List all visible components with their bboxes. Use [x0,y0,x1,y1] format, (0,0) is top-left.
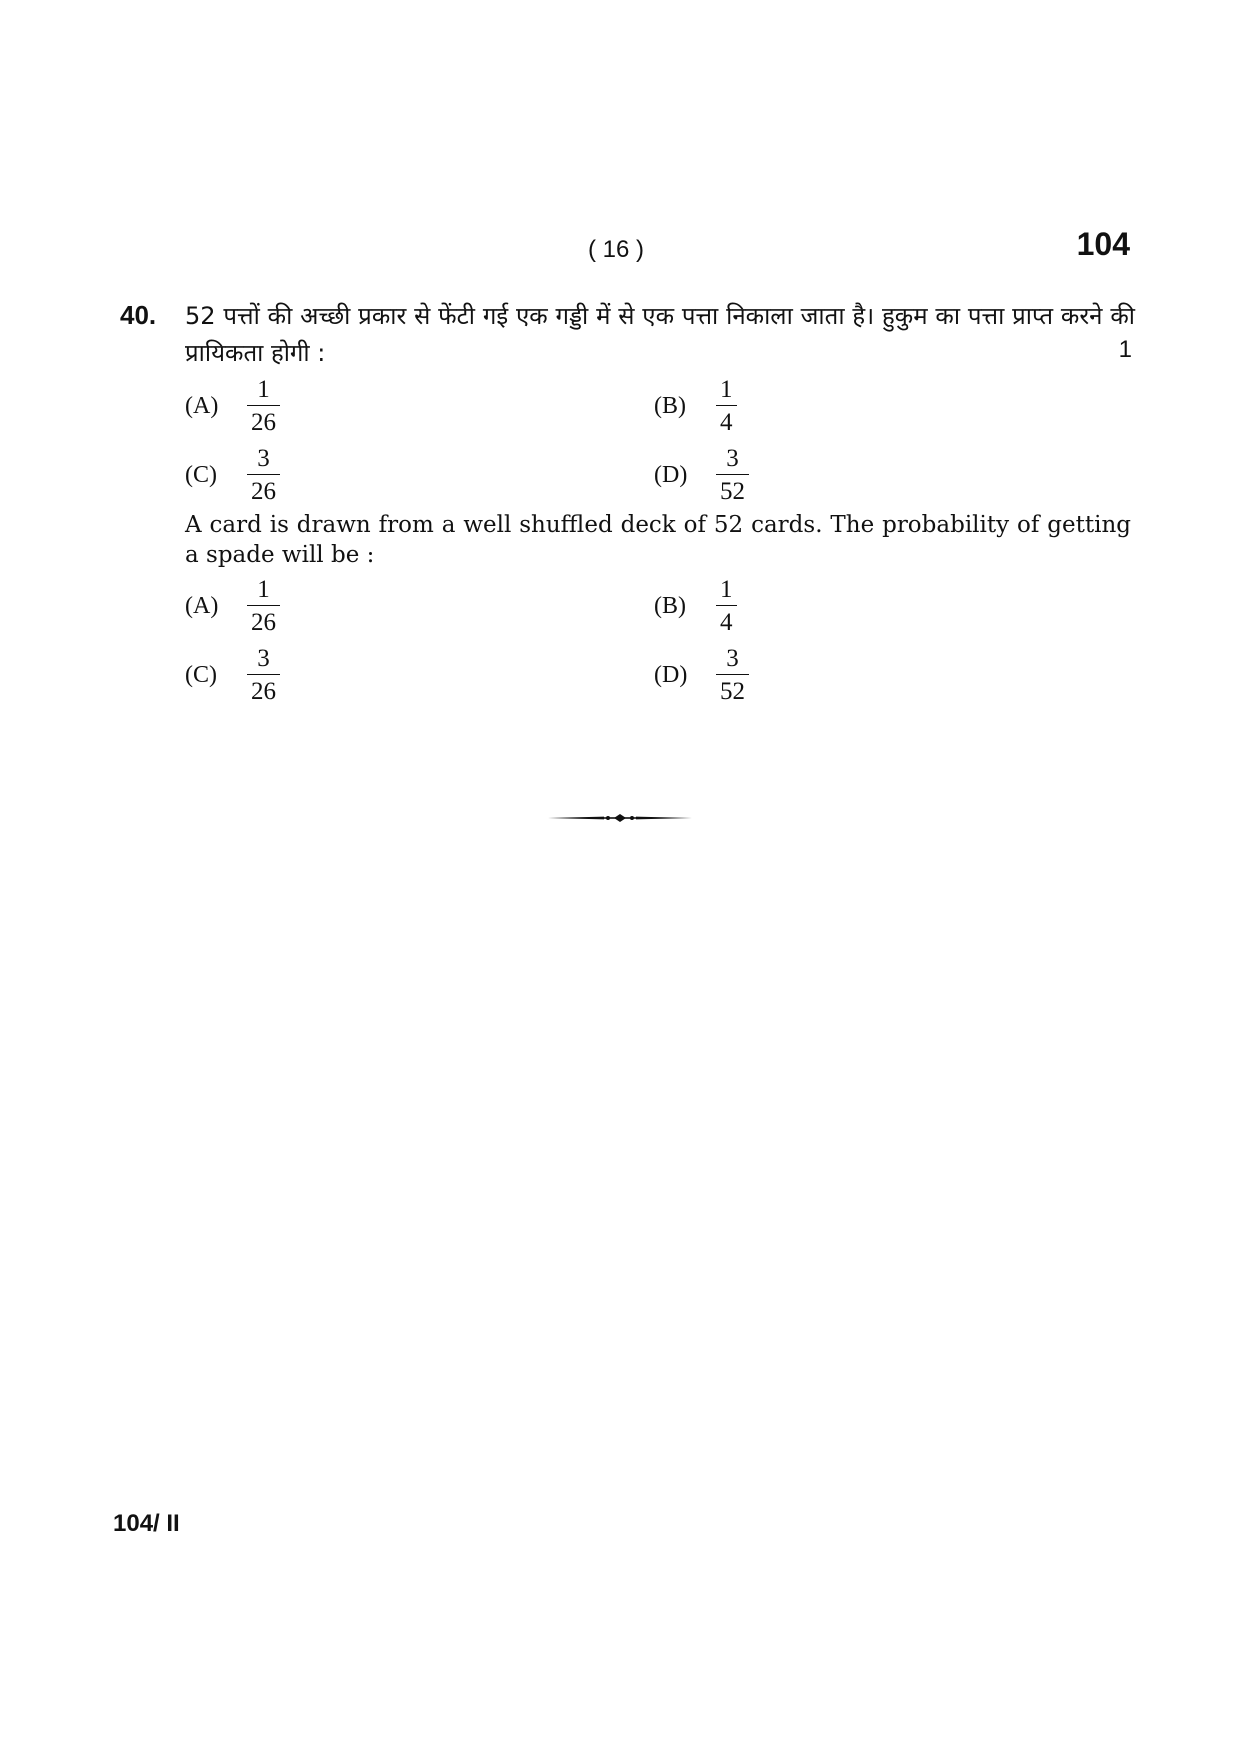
numerator: 3 [726,445,739,472]
hindi-option-b [654,376,737,436]
fraction [716,445,749,505]
denominator: 26 [247,605,280,636]
denominator: 52 [716,474,749,505]
option-label: (D) [654,461,688,488]
numerator: 3 [257,645,270,672]
fraction [247,376,280,436]
hindi-option-c [185,445,280,505]
option-label: (B) [654,392,686,419]
option-label: (C) [185,461,217,488]
numerator: 3 [257,445,270,472]
numerator: 1 [257,376,270,403]
denominator: 26 [247,405,280,436]
numerator: 3 [726,645,739,672]
fraction [247,576,280,636]
hindi-option-a [185,376,280,436]
numerator: 1 [257,576,270,603]
option-label: (C) [185,661,217,688]
fraction [716,376,737,436]
end-ornament-icon [548,812,692,824]
english-option-c [185,645,280,705]
denominator: 52 [716,674,749,705]
paper-code: 104 [1076,226,1130,262]
english-option-a [185,576,280,636]
option-label: (D) [654,661,688,688]
hindi-option-d [654,445,749,505]
fraction [247,445,280,505]
fraction [716,576,737,636]
option-label: (A) [185,592,219,619]
denominator: 4 [716,405,737,436]
question-text-hindi: 52 पत्तों की अच्छी प्रकार से फेंटी गई एक गड्डी में से एक पत्ता निकाला जाता है। हुकुम का पत्ता प्राप्त करने की प्रायिकता होगी : [185,302,1135,367]
fraction [716,645,749,705]
numerator: 1 [720,576,733,603]
option-label: (B) [654,592,686,619]
numerator: 1 [720,376,733,403]
fraction [247,645,280,705]
question-text-english: A card is drawn from a well shuffled deck of 52 cards. The probability of getting a spade will be : [185,512,1131,568]
denominator: 26 [247,474,280,505]
footer-paper-code: 104/ II [113,1510,180,1537]
question-number: 40. [120,300,157,330]
english-option-b [654,576,737,636]
option-label: (A) [185,392,219,419]
denominator: 26 [247,674,280,705]
page-number: ( 16 ) [588,236,645,263]
english-option-d [654,645,749,705]
question-marks: 1 [1118,336,1132,363]
denominator: 4 [716,605,737,636]
